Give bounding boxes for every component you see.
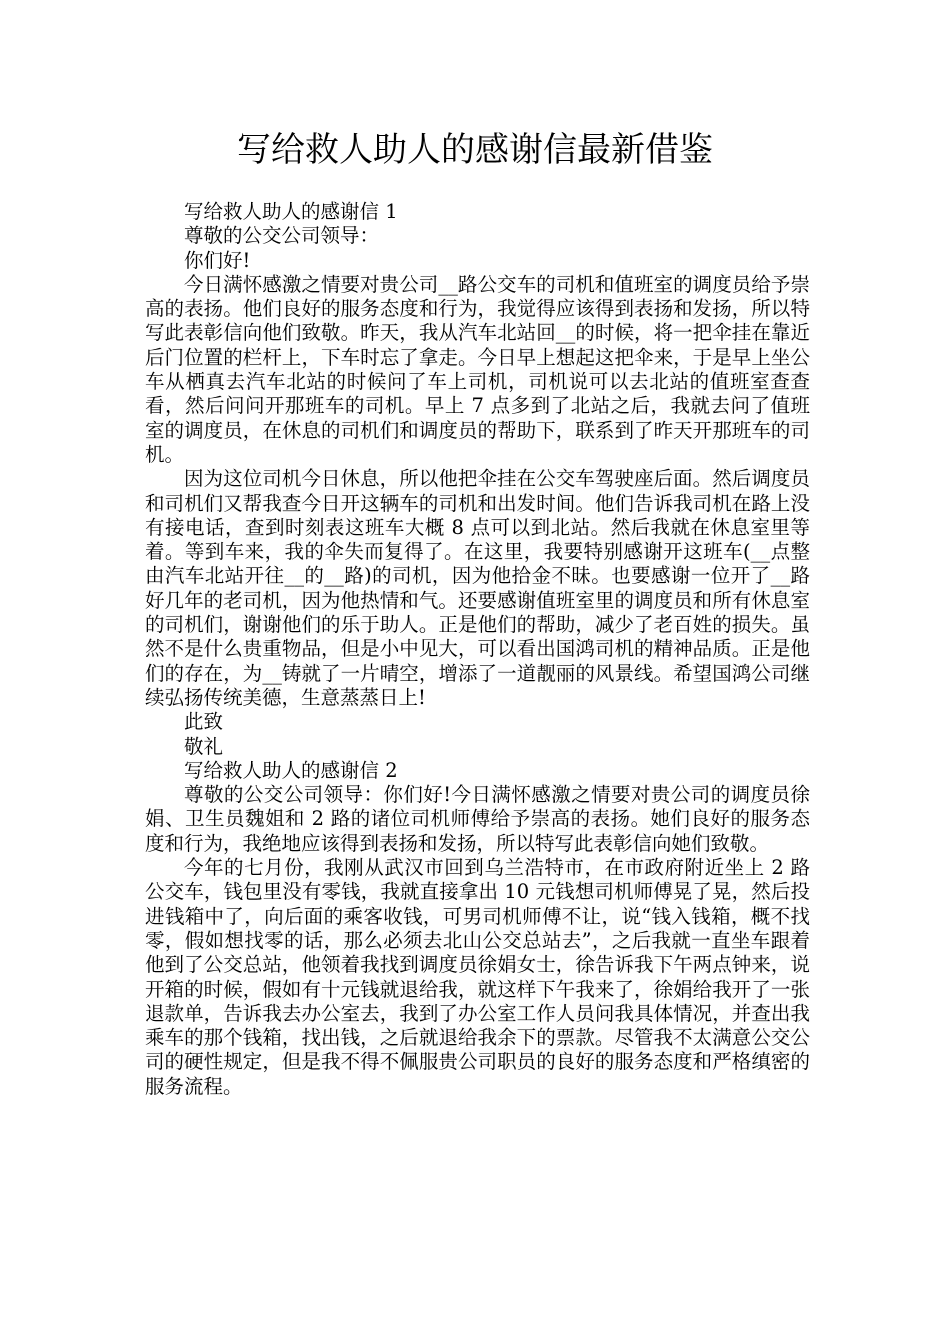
- body-paragraph: 今年的七月份，我刚从武汉市回到乌兰浩特市，在市政府附近坐上 2 路公交车，钱包里没有零钱，我就直接拿出 10 元钱想司机师傅晃了晃，然后投进钱箱中了，向后面的乘客收钱，可男司机师傅不让，说“钱入钱箱，概不找零，假如想找零的话，那么必须去北山公交总站去”，之后我就一直坐车跟着他到了公交总站，他领着我找到调度员徐娟女士，徐告诉我下午两点钟来，说开箱的时候，假如有十元钱就退给我，就这样下午我来了，徐娟给我开了一张退款单，告诉我去办公室去，我到了办公室工作人员问我具体情况，并查出我乘车的那个钱箱，找出钱，之后就退给我余下的票款。尽管我不太满意公交公司的硬性规定，但是我不得不佩服贵公司职员的良好的服务态度和严格缜密的服务流程。: [145, 856, 810, 1098]
- letter-2-heading: 写给救人助人的感谢信 2: [184, 758, 398, 782]
- greeting: 你们好!: [184, 248, 251, 272]
- closing-regards: 敬礼: [184, 734, 224, 758]
- letter-1-heading: 写给救人助人的感谢信 1: [184, 200, 398, 223]
- body-paragraph: 因为这位司机今日休息，所以他把伞挂在公交车驾驶座后面。然后调度员和司机们又帮我查今日开这辆车的司机和出发时间。他们告诉我司机在路上没有接电话，查到时刻表这班车大概 8 点可以到北站。然后我就在休息室里等着。等到车来，我的伞失而复得了。在这里，我要特别感谢开这班车(__点整由汽车北站开往__的__路)的司机，因为他拾金不昧。也要感谢一位开了__路好几年的老司机，因为他热情和气。还要感谢值班室里的调度员和所有休息室的司机们，谢谢他们的乐于助人。正是他们的帮助，减少了老百姓的损失。虽然不是什么贵重物品，但是小中见大，可以看出国鸿司机的精神品质。正是他们的存在，为__铸就了一片晴空，增添了一道靓丽的风景线。希望国鸿公司继续弘扬传统美德，生意蒸蒸日上!: [145, 467, 810, 709]
- body-paragraph: 尊敬的公交公司领导：你们好!今日满怀感激之情要对贵公司的调度员徐娟、卫生员魏姐和 2 路的诸位司机师傅给予崇高的表扬。她们良好的服务态度和行为，我绝地应该得到表扬和发扬，所以特写此表彰信向她们致敬。: [145, 783, 810, 855]
- document-body: [145, 200, 810, 1099]
- document-title: 写给救人助人的感谢信最新借鉴: [237, 130, 713, 170]
- salutation: 尊敬的公交公司领导：: [184, 224, 380, 248]
- body-paragraph: 今日满怀感激之情要对贵公司__路公交车的司机和值班室的调度员给予崇高的表扬。他们良好的服务态度和行为，我觉得应该得到表扬和发扬，所以特写此表彰信向他们致敬。昨天，我从汽车北站回__的时候，将一把伞挂在靠近后门位置的栏杆上，下车时忘了拿走。今日早上想起这把伞来，于是早上坐公车从栖真去汽车北站的时候问了车上司机，司机说可以去北站的值班室查查看，然后问问开那班车的司机。早上 7 点多到了北站之后，我就去问了值班室的调度员，在休息的司机们和调度员的帮助下，联系到了昨天开那班车的司机。: [145, 272, 810, 466]
- closing-line: 此致: [184, 710, 224, 734]
